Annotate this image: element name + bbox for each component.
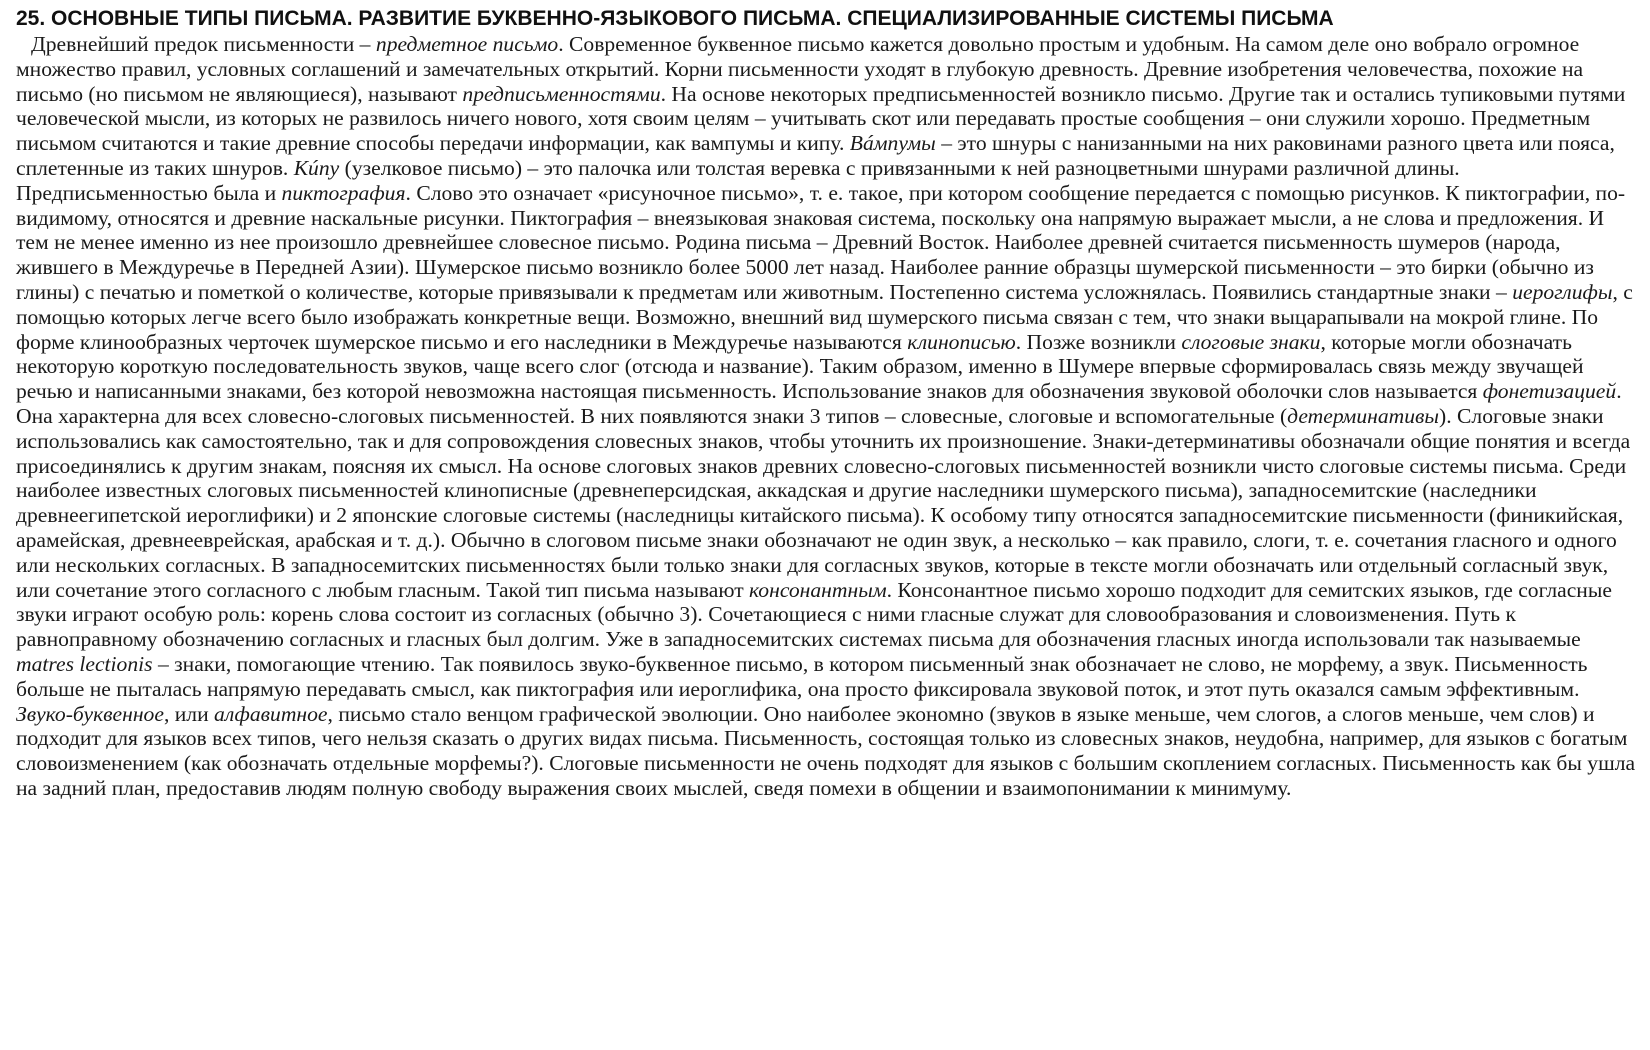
body-paragraph — [16, 32, 1638, 801]
text-run: – знаки, помогающие чтению. Так появилось звуко-буквенное письмо, в котором письменный знак обозначает не слово, не морфему, а звук. Письменность больше не пыталась напрямую передавать смысл, как пиктография или иероглифика, она просто фиксировала звуковой поток, и этот путь оказался самым эффективным. — [16, 651, 1588, 701]
document-page — [16, 6, 1638, 801]
text-run: ). Слоговые знаки использовались как самостоятельно, так и для сопровождения словесных знаков, чтобы уточнить их произношение. Знаки-детерминативы обозначали общие понятия и всегда присоединялись к другим знакам, поясняя их смысл. На основе слоговых знаков древних словесно-слоговых письменностей возникли чисто слоговые системы письма. Среди наиболее известных слоговых письменностей клинописные (древнеперсидская, аккадская и другие наследники шумерского письма), западносемитские (наследники древнеегипетской иероглифики) и 2 японские слоговые системы (наследницы китайского письма). К особому типу относятся западносемитские письменности (финикийская, арамейская, древнееврейская, арабская и т. д.). Обычно в слоговом письме знаки обозначают не один звук, а несколько – как правило, слоги, т. е. сочетания гласного и одного или нескольких согласных. В западносемитских письменностях были только знаки для согласных звуков, которые в тексте могли обозначать или отдельный согласный звук, или сочетание этого согласного с любым гласным. Такой тип письма называют — [16, 403, 1631, 602]
italic-term: фонетизацией — [1482, 379, 1617, 404]
italic-term: matres lectionis — [16, 651, 153, 676]
italic-term: клинописью — [907, 329, 1016, 354]
page-title: 25. ОСНОВНЫЕ ТИПЫ ПИСЬМА. РАЗВИТИЕ БУКВЕННО-ЯЗЫКОВОГО ПИСЬМА. СПЕЦИАЛИЗИРОВАННЫЕ СИСТЕМЫ ПИСЬМА — [16, 7, 1334, 30]
text-run: , с помощью которых легче всего было изображать конкретные вещи. Возможно, внешний вид шумерского письма связан с тем, что знаки выцарапывали на мокрой глине. По форме клинообразных черточек шумерское письмо и его наследники в Междуречье называются — [16, 279, 1633, 354]
text-run: (узелковое письмо) – это палочка или толстая веревка с привязанными к ней разноцветными шнурами различной длины. Предписьменностью была и — [16, 155, 1460, 205]
text-run: . Современное буквенное письмо кажется довольно простым и удобным. На самом деле оно вобрало огромное множество правил, условных соглашений и замечательных открытий. Корни письменности уходят в глубокую древность. Древние изобретения человечества, похожие на письмо (но письмом не являющиеся), называют — [16, 32, 1584, 106]
text-run: . На основе некоторых предписьменностей возникло письмо. Другие так и остались тупиковыми путями человеческой мысли, из которых не развилось ничего нового, хотя своим целям – учитывать скот или передавать простые сообщения – они служили хорошо. Предметным письмом считаются и такие древние способы передачи информации, как вампумы и кипу. — [16, 81, 1626, 156]
text-run: . Она характерна для всех словесно-слоговых письменностей. В них появляются знаки 3 типов – словесные, слоговые и вспомогательные ( — [16, 379, 1622, 428]
italic-term: слоговые знаки — [1181, 329, 1321, 354]
text-run: Древнейший предок письменности – — [31, 32, 376, 56]
text-run: . Позже возникли — [1015, 329, 1182, 354]
text-run: . Слово это означает «рисуночное письмо», т. е. такое, при котором сообщение передается с помощью рисунков. К пиктографии, по-видимому, относятся и древние наскальные рисунки. Пиктография – внеязыковая знаковая система, поскольку она напрямую выражает мысли, а не слова и предложения. И тем не менее именно из нее произошло древнейшее словесное письмо. Родина письма – Древний Восток. Наиболее древней считается письменность шумеров (народа, жившего в Междуречье в Передней Азии). Шумерское письмо возникло более 5000 лет назад. Наиболее ранние образцы шумерской письменности – это бирки (обычно из глины) с печатью и пометкой о количестве, которые привязывали к предметам или животным. Постепенно система усложнялась. Появились стандартные знаки – — [16, 180, 1626, 304]
italic-term: консонантным — [749, 577, 887, 602]
text-run: – это шнуры с нанизанными на них раковинами разного цвета или пояса, сплетенные из таких шнуров. — [16, 131, 1615, 180]
text-run: , которые могли обозначать некоторую короткую последовательность звуков, чаще всего слог (отсюда и название). Таким образом, именно в Шумере впервые сформировалась связь между звучащей речью и написанными знаками, без которой невозможна настоящая письменность. Использование знаков для обозначения звуковой оболочки слов называется — [16, 329, 1584, 404]
italic-term: Звуко-буквенное — [16, 701, 164, 726]
italic-term: предписьменностями — [462, 81, 661, 106]
italic-term: иероглифы — [1512, 279, 1613, 304]
text-run: , или — [163, 701, 215, 726]
italic-term: предметное письмо — [375, 32, 559, 56]
italic-term: пиктография — [281, 180, 406, 205]
italic-term: алфавитное — [214, 701, 328, 726]
italic-term: Вáмпумы — [849, 131, 936, 156]
italic-term: детерминативы — [1287, 403, 1440, 428]
text-run: . Консонантное письмо хорошо подходит для семитских языков, где согласные звуки играют особую роль: корень слова состоит из согласных (обычно 3). Сочетающиеся с ними гласные служат для словообразования и словоизменения. Путь к равноправному обозначению согласных и гласных был долгим. Уже в западносемитских системах письма для обозначения гласных иногда использовали так называемые — [16, 577, 1612, 652]
italic-term: Кúпу — [293, 155, 340, 180]
text-run: , письмо стало венцом графической эволюции. Оно наиболее экономно (звуков в языке меньше, чем слогов, а слогов меньше, чем слов) и подходит для языков всех типов, чего нельзя сказать о других видах письма. Письменность, состоящая только из словесных знаков, неудобна, например, для языков с богатым словоизменением (как обозначать отдельные морфемы?). Слоговые письменности не очень подходят для языков с большим скоплением согласных. Письменность как бы ушла на задний план, предоставив людям полную свободу выражения своих мыслей, сведя помехи в общении и взаимопонимании к минимуму. — [16, 701, 1636, 800]
